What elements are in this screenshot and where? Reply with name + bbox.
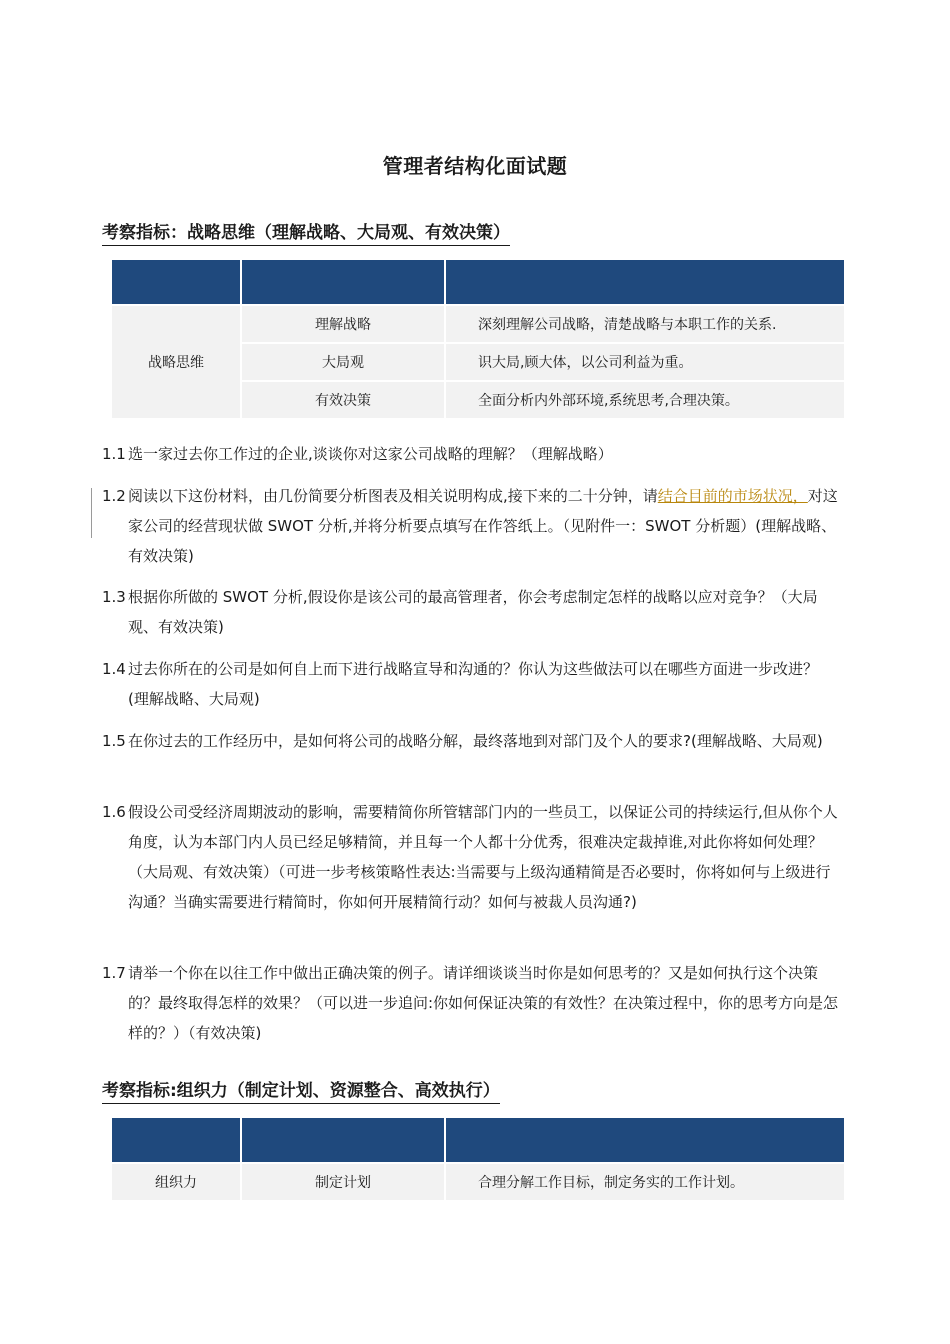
table-header-cell [112,1118,240,1162]
table-header-row [112,260,844,304]
question-text: 在你过去的工作经历中，是如何将公司的战略分解，最终落地到对部门及个人的要求?(理解战略、大局观) [128,732,823,750]
description-cell: 合理分解工作目标，制定务实的工作计划。 [446,1164,844,1200]
question-1-3 [102,582,842,642]
section-heading-organization: 考察指标:组织力（制定计划、资源整合、高效执行） [102,1076,500,1104]
table-header-cell [446,260,844,304]
description-cell: 深刻理解公司战略，清楚战略与本职工作的关系. [446,306,844,342]
strategy-indicator-table [110,258,846,420]
table-header-cell [112,260,240,304]
table-row [112,1164,844,1200]
description-cell: 识大局,顾大体，以公司利益为重。 [446,344,844,380]
question-number: 1.5 [102,732,126,750]
sub-indicator-cell: 制定计划 [242,1164,444,1200]
question-1-5 [102,726,842,756]
page-title: 管理者结构化面试题 [382,154,568,178]
question-text: 对这家公司的经营现状做 SWOT 分析,并将分析要点填写在作答纸上。（见附件一：SWOT 分析题）(理解战略、有效决策) [128,487,838,565]
question-1-7 [102,958,842,1048]
highlighted-text: 结合目前的市场状况， [657,487,808,505]
table-header-row [112,1118,844,1162]
table-header-cell [446,1118,844,1162]
question-number: 1.6 [102,803,126,821]
question-text: 假设公司受经济周期波动的影响，需要精简你所管辖部门内的一些员工，以保证公司的持续运行,但从你个人角度，认为本部门内人员已经足够精简，并且每一个人都十分优秀，很难决定裁掉谁,对此你将如何处理？（大局观、有效决策）（可进一步考核策略性表达:当需要与上级沟通精简是否必要时，你将如何与上级进行沟通？当确实需要进行精简时，你如何开展精简行动？如何与被裁人员沟通?) [128,803,838,911]
sub-indicator-cell: 大局观 [242,344,444,380]
question-text: 根据你所做的 SWOT 分析,假设你是该公司的最高管理者，你会考虑制定怎样的战略以应对竞争？（大局观、有效决策) [128,588,818,636]
table-row [112,306,844,342]
question-text: 选一家过去你工作过的企业,谈谈你对这家公司战略的理解？（理解战略） [128,445,613,463]
question-number: 1.1 [102,445,126,463]
question-text: 阅读以下这份材料，由几份简要分析图表及相关说明构成,接下来的二十分钟，请 [128,487,658,505]
sub-indicator-cell: 有效决策 [242,382,444,418]
sub-indicator-cell: 理解战略 [242,306,444,342]
question-number: 1.2 [102,487,126,505]
question-1-2 [102,481,842,571]
table-header-cell [242,1118,444,1162]
question-1-1 [102,439,842,469]
category-cell: 组织力 [112,1164,240,1200]
question-1-6 [102,797,842,917]
category-cell: 战略思维 [112,306,240,418]
section-heading-strategy: 考察指标：战略思维（理解战略、大局观、有效决策） [102,218,510,246]
question-number: 1.7 [102,964,126,982]
organization-indicator-table [110,1116,846,1202]
description-cell: 全面分析内外部环境,系统思考,合理决策。 [446,382,844,418]
table-header-cell [242,260,444,304]
question-number: 1.4 [102,660,126,678]
question-text: 请举一个你在以往工作中做出正确决策的例子。请详细谈谈当时你是如何思考的？又是如何执行这个决策的？最终取得怎样的效果？（可以进一步追问:你如何保证决策的有效性？在决策过程中，你的思考方向是怎样的？）（有效决策) [128,964,839,1042]
question-1-4 [102,654,842,714]
revision-margin-bar [91,488,92,538]
question-text: 过去你所在的公司是如何自上而下进行战略宣导和沟通的？你认为这些做法可以在哪些方面进一步改进？ (理解战略、大局观) [128,660,819,708]
question-number: 1.3 [102,588,126,606]
